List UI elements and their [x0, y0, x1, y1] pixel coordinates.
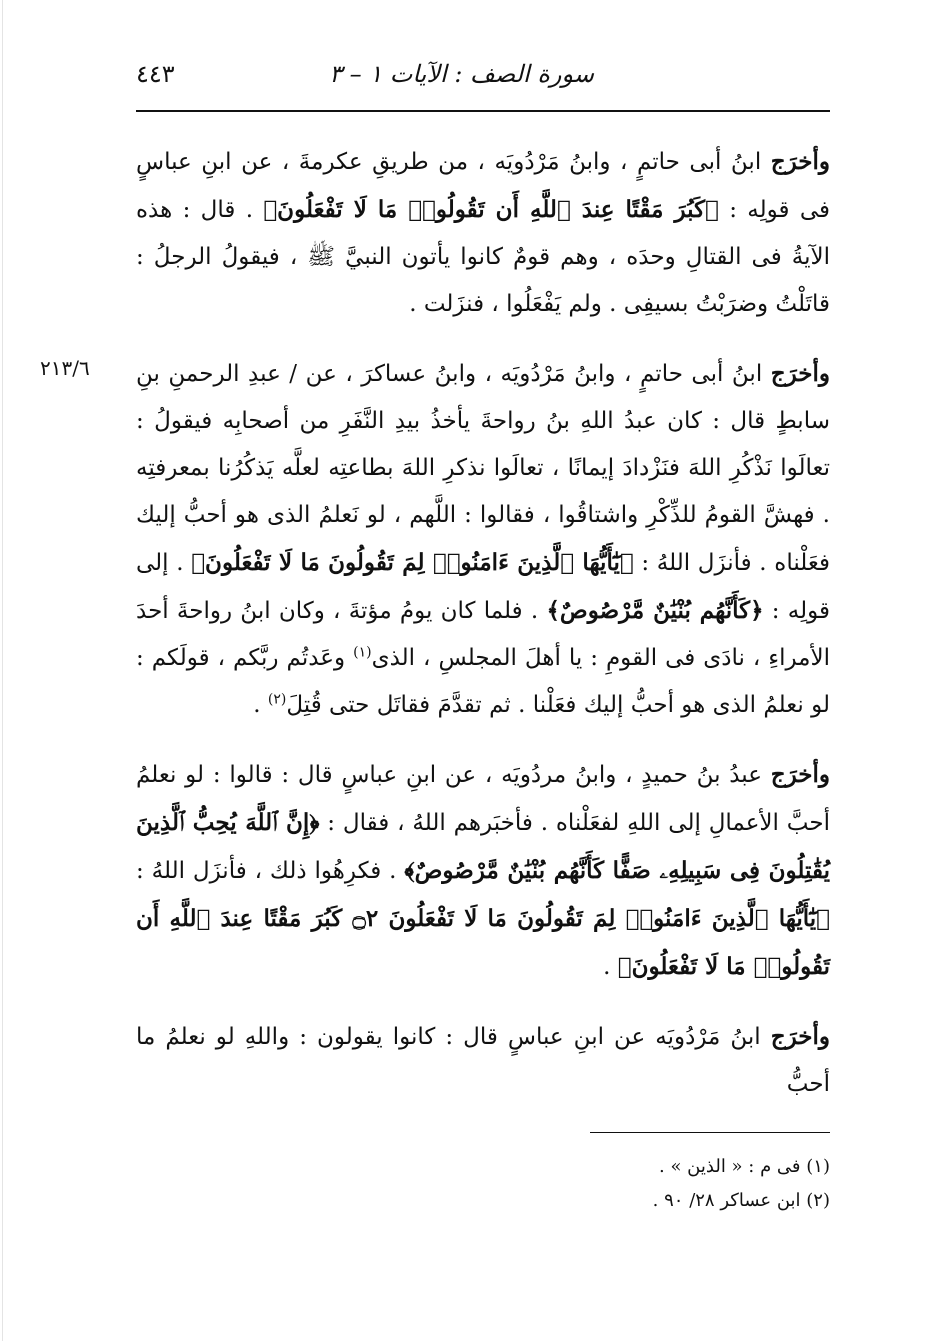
page-header: [136, 56, 830, 106]
paragraph-text: وعَدتُم ربَّكم ، قولَكم : لو نعلمُ الذى هو أحبُّ إليك فعَلْنا . ثم تقدَّمَ فقاتَل حتى قُتِلَ: [136, 645, 830, 718]
paragraph-lead: وأخرَج: [770, 1023, 830, 1050]
quran-verse: ﴿يَٰٓأَيُّهَا ٱلَّذِينَ ءَامَنُوا۟ لِمَ تَقُولُونَ مَا لَا تَفْعَلُونَ﴾: [191, 549, 634, 576]
paragraph-lead: وأخرَج: [770, 761, 830, 788]
page-number: ٤٤٣: [136, 60, 175, 88]
footnote-1: (١) فى م : « الذين » .: [659, 1156, 830, 1177]
footnote-rule: [590, 1132, 830, 1133]
quran-verse: ﴿إِنَّ ٱللَّهَ يُحِبُّ ٱلَّذِينَ يُقَٰتِلُونَ فِى سَبِيلِهِۦ صَفًّا كَأَنَّهُم بُنْيَٰنٌ مَّرْصُوصٌ﴾: [136, 809, 831, 884]
paragraph-3: [136, 751, 830, 991]
paragraph-text: .: [603, 954, 618, 980]
paragraph-text: .: [253, 692, 268, 718]
paragraph-text: . فلما كان يومُ مؤتةَ ، وكان ابنُ رواحةَ أحدَ الأمراءِ ، نادَى فى القومِ : يا أهلَ المجلسِ ، الذى: [136, 598, 830, 671]
paragraph-text: . قال : هذه الآيةُ فى القتالِ وحدَه ، وهم قومٌ كانوا يأتون النبيَّ ﷺ ، فيقولُ الرجلُ : قاتَلْتُ وضرَبْتُ بسيفِى . ولم يَفْعَلُوا ، فنزَلت .: [136, 197, 830, 317]
footnote-marker-2: (٢): [267, 691, 287, 708]
quran-verse: ﴿يَٰٓأَيُّهَا ٱلَّذِينَ ءَامَنُوا۟ لِمَ تَقُولُونَ مَا لَا تَفْعَلُونَ ۝٢ كَبُرَ مَقْتًا عِندَ ٱللَّهِ أَن تَقُولُوا۟ مَا لَا تَفْعَلُونَ﴾: [136, 905, 830, 980]
footnote-marker-1: (١): [353, 644, 372, 661]
footnotes: [136, 1150, 830, 1218]
footnote-2: (٢) ابن عساكر ٢٨/ ٩٠ .: [652, 1190, 830, 1211]
paragraph-text: . فكرِهُوا ذلك ، فأنزَل اللهُ :: [136, 858, 405, 884]
marginal-reference: ٢١٣/٦: [40, 356, 90, 380]
paragraph-text: عبدُ بنُ حميدٍ ، وابنُ مردُويَه ، عن ابنِ عباسٍ قال : قالوا : لو نعلمُ أحبَّ الأعمالِ إلى اللهِ لفعَلْناه . فأخبَرهم اللهُ ، فقال :: [136, 762, 830, 836]
running-title: سورة الصف : الآيات ١ – ٣: [329, 60, 594, 88]
paragraph-text: ابنُ أبى حاتمٍ ، وابنُ مَرْدُويَه ، وابنُ عساكرَ ، عن / عبدِ الرحمنِ بنِ سابطٍ قال : كان عبدُ اللهِ بنُ رواحةَ يأخذُ بيدِ النَّفَرِ من أصحابِه فيقولُ : تعالَوا نَذْكُرِ اللهَ فنَزْدادَ إيمانًا ، تعالَوا نذكرِ اللهَ بطاعتِه لعلَّه يَذكُرُنا بمعرفتِه . فهشَّ القومُ للذِّكْرِ واشتاقُوا ، فقالوا : اللَّهم ، لو نَعلمُ الذى هو أحبُّ إليك فعَلْناه . فأنزَل اللهُ :: [136, 361, 830, 576]
paragraph-lead: وأخرَج: [770, 360, 830, 387]
paragraph-1: [136, 138, 830, 328]
header-rule: [136, 110, 830, 112]
paragraph-lead: وأخرَج: [770, 148, 830, 175]
scan-edge-line: [2, 0, 3, 1341]
quran-verse: ﴿كَبُرَ مَقْتًا عِندَ ٱللَّهِ أَن تَقُولُوا۟ مَا لَا تَفْعَلُونَ﴾: [263, 196, 719, 223]
paragraph-text: . إلى قولِه :: [136, 550, 830, 624]
quran-verse: ﴿كَأَنَّهُم بُنْيَٰنٌ مَّرْصُوصٌ﴾: [546, 597, 764, 624]
paragraph-2: [40, 350, 830, 729]
paragraph-text: ابنُ مَرْدُويَه عن ابنِ عباسٍ قال : كانوا يقولون : واللهِ لو نعلمُ ما أحبُّ: [136, 1024, 830, 1097]
paragraph-4: [136, 1013, 830, 1108]
body-text: [40, 138, 831, 1130]
paragraph-text: ابنُ أبى حاتمٍ ، وابنُ مَرْدُويَه ، من طريقِ عكرمةَ ، عن ابنِ عباسٍ فى قولِه :: [136, 149, 831, 223]
